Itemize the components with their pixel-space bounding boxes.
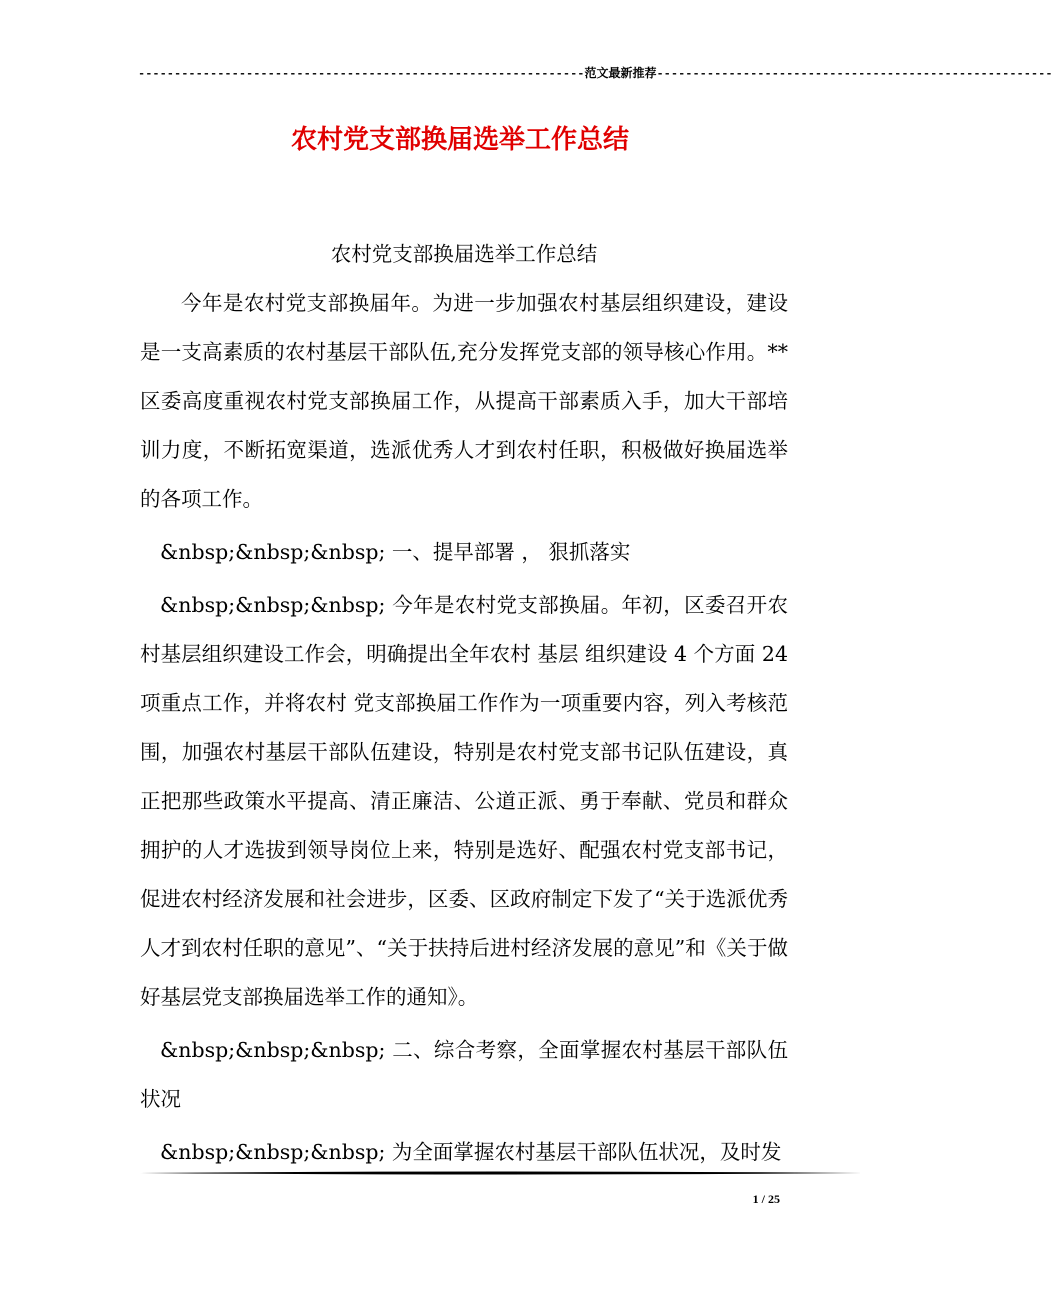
paragraph-section-1: &nbsp;&nbsp;&nbsp; 今年是农村党支部换届。年初，区委召开农村基层组织建设工作会，明确提出全年农村 基层 组织建设 4 个方面 24 项重点工作，并将农村 党支部换届工作作为一项重要内容，列入考核范围，加强农村基层干部队伍建设，特别是农村党支部书记队伍建设，真正把那些政策水平提高、清正廉洁、公道正派、勇于奉献、党员和群众拥护的人才选拔到领导岗位上来，特别是选好、配强农村党支部书记，促进农村经济发展和社会进步，区委、区政府制定下发了“关于选派优秀人才到农村任职的意见”、“关于扶持后进村经济发展的意见”和《关于做好基层党支部换届选举工作的通知》。 — [140, 593, 788, 1009]
document-title: 农村党支部换届选举工作总结 — [290, 125, 629, 155]
paragraph-section-2: &nbsp;&nbsp;&nbsp; 为全面掌握农村基层干部队伍状况，及时发 — [160, 1140, 782, 1164]
page-number: 1 / 25 — [752, 1192, 780, 1206]
section-heading-1: &nbsp;&nbsp;&nbsp; 一、提早部署 ， 狠抓落实 — [160, 540, 631, 564]
document-body — [140, 230, 788, 1177]
paragraph-intro: 今年是农村党支部换届年。为进一步加强农村基层组织建设，建设是一支高素质的农村基层干部队伍,充分发挥党支部的领导核心作用。**区委高度重视农村党支部换届工作，从提高干部素质入手，加大干部培训力度，不断拓宽渠道，选派优秀人才到农村任职，积极做好换届选举的各项工作。 — [140, 291, 788, 511]
section-heading-2: &nbsp;&nbsp;&nbsp; 二、综合考察，全面掌握农村基层干部队伍状况 — [140, 1038, 788, 1111]
header-banner: --------------------------------------------------------------范文最新推荐------------------------------------------------------- — [138, 67, 1053, 81]
document-subtitle: 农村党支部换届选举工作总结 — [330, 242, 598, 266]
footer-divider — [140, 1170, 862, 1176]
